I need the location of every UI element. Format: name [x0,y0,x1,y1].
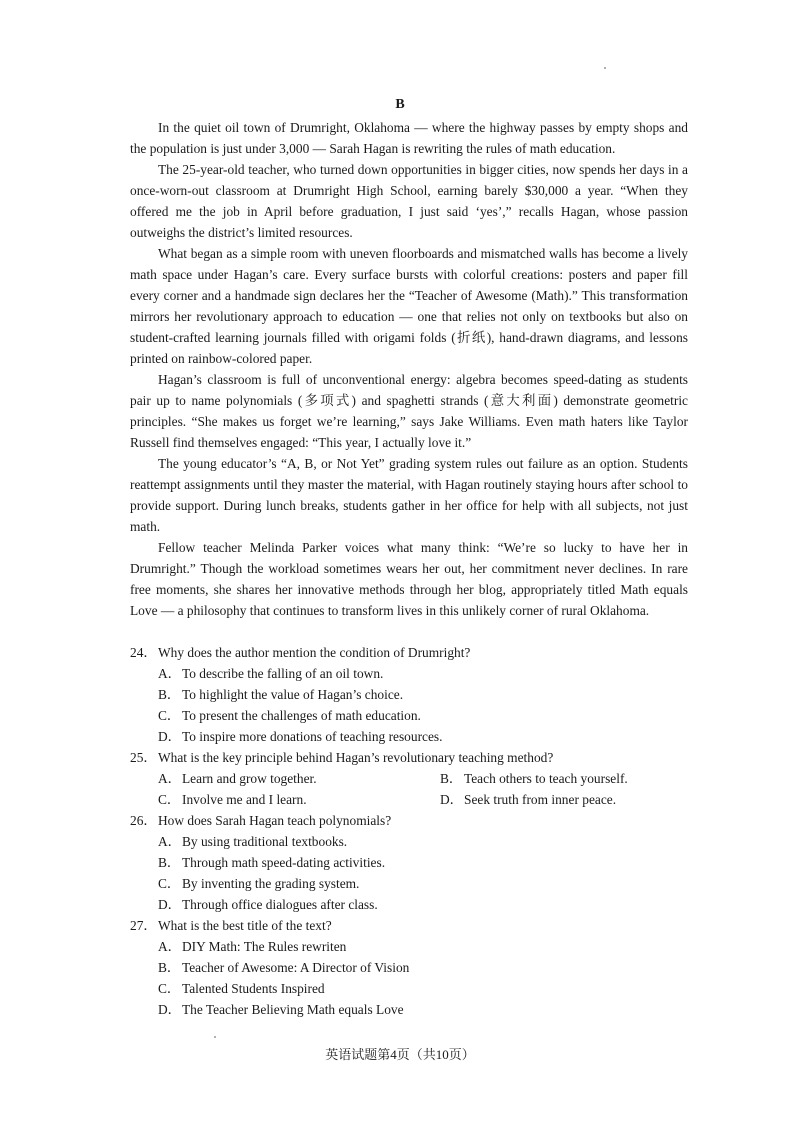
option-letter: D． [440,792,464,807]
option-letter: C． [158,981,181,996]
option-d [130,999,690,1020]
scan-speck [214,1036,216,1038]
option-letter: B． [158,855,181,870]
option-b [130,852,690,873]
option-a [130,936,690,957]
option-letter: B． [158,960,181,975]
option-text: To present the challenges of math education. [182,708,421,723]
option-a [130,663,690,684]
option-text: DIY Math: The Rules rewriten [182,939,347,954]
option-letter: B． [440,771,463,786]
option-text: Teacher of Awesome: A Director of Vision [182,960,410,975]
question-24 [130,642,690,747]
option-text: The Teacher Believing Math equals Love [182,1002,404,1017]
option-a [158,768,440,789]
option-letter: D． [158,1002,182,1017]
passage-paragraph: The 25-year-old teacher, who turned down opportunities in bigger cities, now spends her days in a once-worn-out classroom at Drumright High School, earning barely $30,000 a year. “When they offered me the job in April before graduation, I just said ‘yes’,” recalls Hagan, whose passion outweighs the district’s limited resources. [130,162,688,240]
question-25 [130,747,690,810]
option-letter: A． [158,771,182,786]
option-text: Involve me and I learn. [182,792,307,807]
option-text: Learn and grow together. [182,771,317,786]
question-26 [130,810,690,915]
option-letter: D． [158,729,182,744]
passage-paragraph: Hagan’s classroom is full of unconventional energy: algebra becomes speed-dating as students pair up to name polynomials (多项式) and spaghetti strands (意大利面) demonstrate geometric principles. “She makes us forget we’re learning,” says Jake Williams. Even math haters like Taylor Russell find themselves engaged: “This year, I actually love it.” [130,372,688,450]
option-b [130,957,690,978]
passage-paragraph: The young educator’s “A, B, or Not Yet” grading system rules out failure as an option. Students reattempt assignments until they master the material, with Hagan routinely staying hours after school to provide support. During lunch breaks, students gather in her office for help with all subjects, not just math. [130,456,688,534]
question-number: 25． [130,750,157,765]
option-c [158,789,440,810]
page-footer: 英语试题第4页（共10页） [325,1047,475,1062]
option-text: Through math speed-dating activities. [182,855,386,870]
scan-speck [604,67,606,69]
option-grid [130,768,690,810]
option-text: By inventing the grading system. [182,876,360,891]
question-stem: What is the best title of the text? [158,918,332,933]
option-text: Talented Students Inspired [182,981,325,996]
option-letter: C． [158,876,181,891]
option-b [130,684,690,705]
passage-paragraph: What began as a simple room with uneven floorboards and mismatched walls has become a lively math space under Hagan’s care. Every surface bursts with colorful creations: posters and paper fill every corner and a handmade sign declares her the “Teacher of Awesome (Math).” This transformation mirrors her revolutionary approach to education — one that relies not only on textbooks but also on student-crafted learning journals filled with origami folds (折纸), hand-drawn diagrams, and lessons printed on rainbow-colored paper. [130,246,688,366]
option-letter: A． [158,939,182,954]
section-title: B [395,97,405,112]
option-text: Seek truth from inner peace. [464,792,617,807]
option-text: To describe the falling of an oil town. [182,666,384,681]
option-letter: B． [158,687,181,702]
passage-paragraph: In the quiet oil town of Drumright, Oklahoma — where the highway passes by empty shops and the population is just under 3,000 — Sarah Hagan is rewriting the rules of math education. [130,120,688,156]
option-text: To highlight the value of Hagan’s choice. [182,687,404,702]
reading-passage [130,117,688,621]
option-d [130,726,690,747]
option-c [130,978,690,999]
option-d [130,894,690,915]
question-27 [130,915,690,1020]
option-letter: A． [158,834,182,849]
question-stem: Why does the author mention the condition of Drumright? [158,645,471,660]
option-text: Teach others to teach yourself. [464,771,628,786]
option-letter: A． [158,666,182,681]
option-a [130,831,690,852]
question-list [130,642,690,1020]
question-stem: What is the key principle behind Hagan’s revolutionary teaching method? [158,750,554,765]
option-text: To inspire more donations of teaching resources. [182,729,443,744]
question-number: 24． [130,645,157,660]
passage-paragraph: Fellow teacher Melinda Parker voices what many think: “We’re so lucky to have her in Drumright.” Though the workload sometimes wears her out, her commitment never declines. In rare free moments, she shares her innovative methods through her blog, appropriately titled Math equals Love — a philosophy that continues to transform lives in this unlikely corner of rural Oklahoma. [130,540,688,618]
option-c [130,705,690,726]
option-text: Through office dialogues after class. [182,897,378,912]
option-letter: C． [158,792,181,807]
question-stem: How does Sarah Hagan teach polynomials? [158,813,392,828]
question-number: 26． [130,813,157,828]
option-c [130,873,690,894]
option-d [440,789,700,810]
option-b [440,768,700,789]
option-letter: D． [158,897,182,912]
question-number: 27． [130,918,157,933]
option-text: By using traditional textbooks. [182,834,348,849]
option-letter: C． [158,708,181,723]
